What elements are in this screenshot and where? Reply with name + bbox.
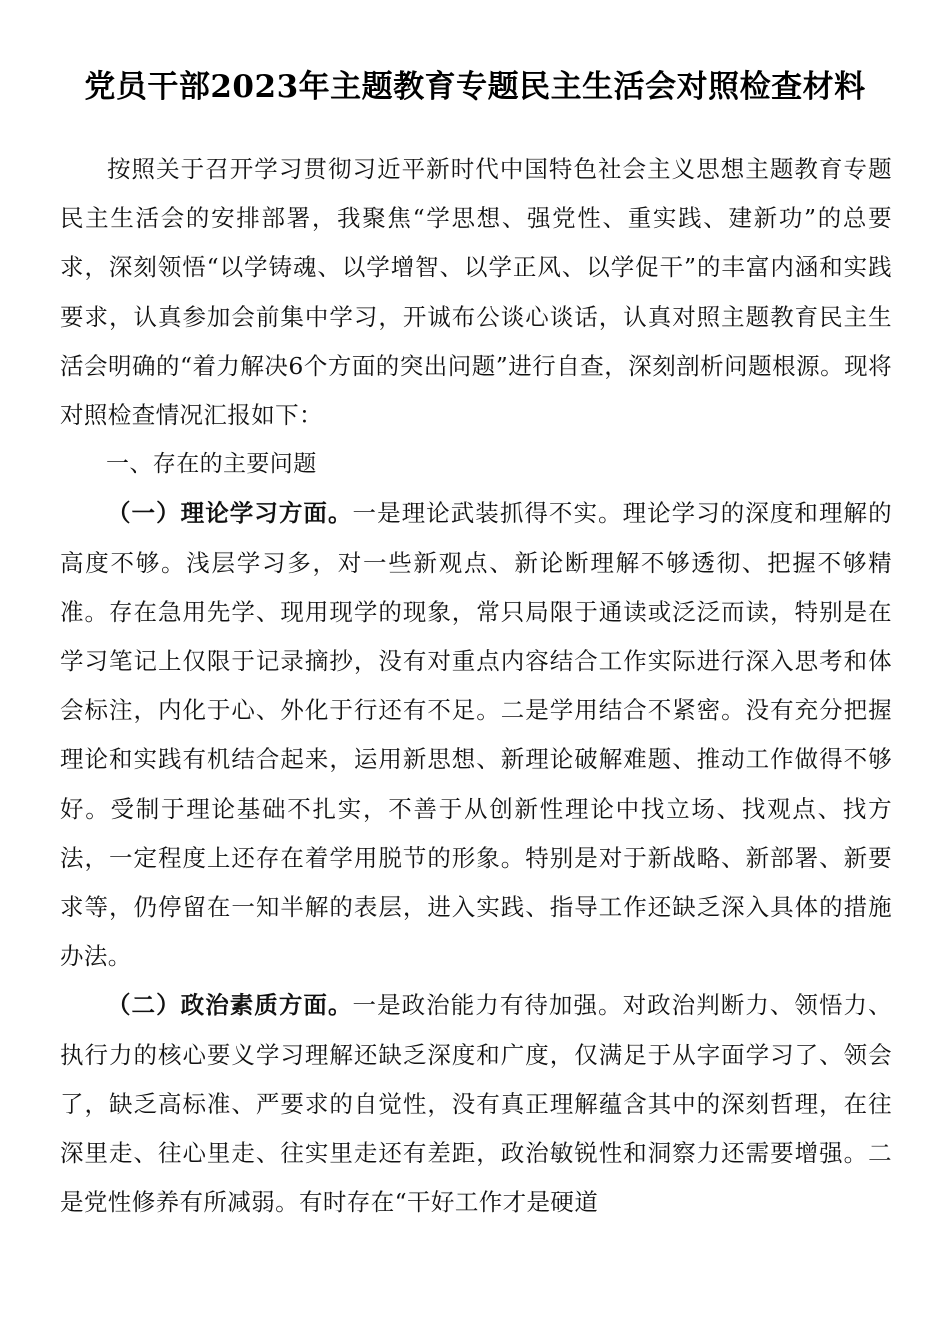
document-body	[60, 145, 892, 1227]
section-heading-problems: 一、存在的主要问题	[106, 451, 317, 478]
paragraph-theory-study	[60, 489, 892, 981]
subheading-theory-study: （一）理论学习方面。	[107, 499, 353, 528]
paragraph-political-quality	[60, 981, 892, 1227]
subheading-political-quality: （二）政治素质方面。	[107, 991, 353, 1020]
intro-paragraph: 按照关于召开学习贯彻习近平新时代中国特色社会主义思想主题教育专题民主生活会的安排部署，我聚焦“学思想、强党性、重实践、建新功”的总要求，深刻领悟“以学铸魂、以学增智、以学正风、以学促干”的丰富内涵和实践要求，认真参加会前集中学习，开诚布公谈心谈话，认真对照主题教育民主生活会明确的“着力解决6个方面的突出问题”进行自查，深刻剖析问题根源。现将对照检查情况汇报如下：	[60, 155, 892, 430]
political-quality-text: 一是政治能力有待加强。对政治判断力、领悟力、执行力的核心要义学习理解还缺乏深度和广度，仅满足于从字面学习了、领会了，缺乏高标准、严要求的自觉性，没有真正理解蕴含其中的深刻哲理，在往深里走、往心里走、往实里走还有差距，政治敏锐性和洞察力还需要增强。二是党性修养有所减弱。有时存在“干好工作才是硬道	[60, 991, 892, 1217]
theory-study-text: 一是理论武装抓得不实。理论学习的深度和理解的高度不够。浅层学习多，对一些新观点、新论断理解不够透彻、把握不够精准。存在急用先学、现用现学的现象，常只局限于通读或泛泛而读，特别是在学习笔记上仅限于记录摘抄，没有对重点内容结合工作实际进行深入思考和体会标注，内化于心、外化于行还有不足。二是学用结合不紧密。没有充分把握理论和实践有机结合起来，运用新思想、新理论破解难题、推动工作做得不够好。受制于理论基础不扎实，不善于从创新性理论中找立场、找观点、找方法，一定程度上还存在着学用脱节的形象。特别是对于新战略、新部署、新要求等，仍停留在一知半解的表层，进入实践、指导工作还缺乏深入具体的措施办法。	[60, 499, 892, 971]
document-title: 党员干部2023年主题教育专题民主生活会对照检查材料	[84, 69, 866, 105]
